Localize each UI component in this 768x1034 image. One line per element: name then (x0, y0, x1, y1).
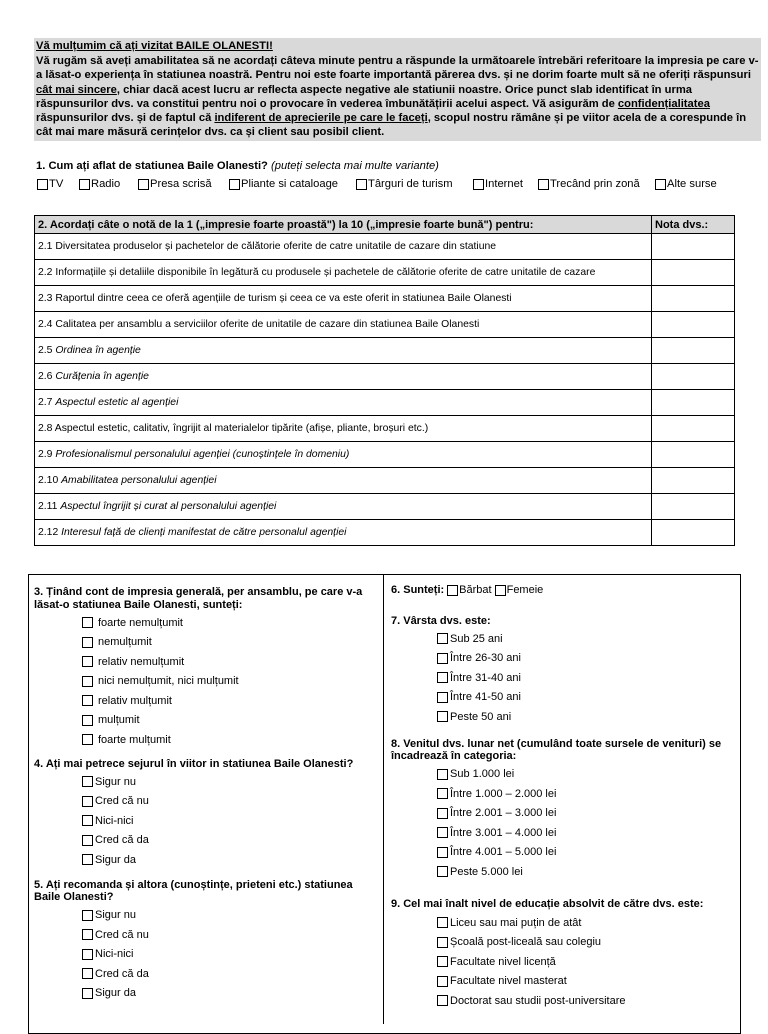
checkbox[interactable] (437, 866, 448, 877)
note-input-cell[interactable] (652, 390, 735, 416)
checkbox[interactable] (437, 769, 448, 780)
q1-option[interactable] (138, 178, 212, 190)
q2-rating-table (34, 215, 735, 546)
checkbox[interactable] (82, 968, 93, 979)
table-row (35, 468, 735, 494)
q5-option[interactable] (82, 984, 379, 1004)
criterion-label (35, 442, 652, 468)
note-input-cell[interactable] (652, 520, 735, 546)
criterion-text: Amabilitatea personalului agenției (61, 474, 217, 486)
criterion-text: Aspectul estetic al agenției (55, 396, 179, 408)
checkbox[interactable] (437, 976, 448, 987)
q7-options (437, 629, 736, 727)
checkbox[interactable] (437, 995, 448, 1006)
option-label: Facultate nivel masterat (450, 975, 567, 988)
criterion-label (35, 468, 652, 494)
q4-option[interactable] (82, 772, 379, 792)
checkbox[interactable] (138, 179, 149, 190)
option-label: nemulțumit (98, 636, 152, 649)
q9-option[interactable] (437, 952, 736, 972)
criterion-label (35, 494, 652, 520)
criterion-text: 2.1 Diversitatea produselor și pachetelor de călătorie oferite de catre unitatile de cazare din statiune (38, 240, 497, 252)
column-divider (383, 574, 384, 1024)
checkbox[interactable] (82, 854, 93, 865)
option-label: Nici-nici (95, 948, 134, 961)
criterion-text: 2.3 Raportul dintre ceea ce oferă agențiile de turism și ceea ce va este oferit in statiunea Baile Olanesti (38, 292, 512, 304)
q9-options (437, 913, 736, 1011)
criterion-number: 2.10 (38, 474, 62, 486)
note-input-cell[interactable] (652, 468, 735, 494)
note-input-cell[interactable] (652, 442, 735, 468)
q6-option[interactable] (444, 584, 491, 597)
checkbox[interactable] (437, 937, 448, 948)
q7-option[interactable] (437, 629, 736, 649)
checkbox[interactable] (82, 656, 93, 667)
checkbox[interactable] (82, 637, 93, 648)
q7-question: 7. Vârsta dvs. este: (391, 614, 491, 627)
q8-option[interactable] (437, 804, 736, 824)
q7-option[interactable] (437, 668, 736, 688)
q3-option[interactable] (82, 711, 379, 731)
checkbox[interactable] (82, 815, 93, 826)
option-label: Între 1.000 – 2.000 lei (450, 787, 557, 800)
q6-options (444, 584, 543, 597)
checkbox[interactable] (437, 692, 448, 703)
checkbox[interactable] (437, 808, 448, 819)
note-input-cell[interactable] (652, 416, 735, 442)
q6-question-text: 6. Sunteți: (391, 584, 445, 596)
q1-question (36, 160, 439, 172)
option-label: Bărbat (459, 584, 492, 596)
option-label: Între 26-30 ani (450, 652, 521, 665)
checkbox[interactable] (82, 676, 93, 687)
checkbox[interactable] (437, 917, 448, 928)
criterion-number: 2.11 (38, 500, 61, 512)
q8-option[interactable] (437, 765, 736, 785)
note-input-cell[interactable] (652, 494, 735, 520)
criterion-text: 2.2 Informațiile și detaliile disponibile în legătură cu produsele și pachetele de călătorie oferite de catre unitatile de cazare (38, 266, 596, 278)
intro-underline-confidentiality: confidențialitatea (617, 97, 710, 110)
option-label: nici nemulțumit, nici mulțumit (98, 675, 239, 688)
table-row (35, 234, 735, 260)
note-input-cell[interactable] (652, 234, 735, 260)
criterion-text: 2.8 Aspectul estetic, calitativ, îngrijit al materialelor tipărite (afișe, pliante, broșuri etc.) (38, 422, 429, 434)
option-label: Între 3.001 – 4.000 lei (450, 826, 557, 839)
table-row (35, 494, 735, 520)
q4-options (82, 772, 379, 870)
table-header-row (35, 216, 735, 234)
q4-question: 4. Ați mai petrece sejurul în viitor in statiunea Baile Olanesti? (34, 757, 354, 770)
q3-question: 3. Ținând cont de impresia generală, per ansamblu, pe care v-a lăsat-o statiunea Baile Olanesti, sunteți: (34, 586, 363, 611)
checkbox[interactable] (538, 179, 549, 190)
criterion-label (35, 260, 652, 286)
checkbox[interactable] (82, 988, 93, 999)
q7-option[interactable] (437, 707, 736, 727)
intro-text-part: , chiar dacă acest lucru ar reflecta aspecte negative ale statiunii noastre. Orice punct slab identificat în urma răspunsurilor dvs. va constitui pentru noi o provocare în vederea îmbunătățirii acelui aspect. Vă asigurăm de (36, 83, 692, 110)
intro-text-part: , scopul nostru rămâne și pe viitor acela de a corespunde în cât mai mare măsură cerințelor dvs. ca și client sau posibil client. (36, 112, 747, 139)
q5-option[interactable] (82, 945, 379, 965)
note-input-cell[interactable] (652, 260, 735, 286)
criterion-label (35, 520, 652, 546)
option-label: Trecând prin zonă (550, 178, 640, 190)
option-label: foarte mulțumit (98, 733, 171, 746)
option-label: Între 4.001 – 5.000 lei (450, 846, 557, 859)
checkbox[interactable] (437, 847, 448, 858)
checkbox[interactable] (82, 949, 93, 960)
option-label: mulțumit (98, 714, 140, 727)
q4-option[interactable] (82, 850, 379, 870)
checkbox[interactable] (437, 711, 448, 722)
q3-option[interactable] (82, 633, 379, 653)
q1-options (36, 178, 766, 194)
q7-option[interactable] (437, 649, 736, 669)
option-label: Între 41-50 ani (450, 691, 521, 704)
option-label: relativ mulțumit (98, 694, 172, 707)
table-row (35, 390, 735, 416)
table-row (35, 364, 735, 390)
left-column (34, 586, 379, 1003)
option-label: Nici-nici (95, 814, 134, 827)
checkbox[interactable] (79, 179, 90, 190)
note-input-cell[interactable] (652, 312, 735, 338)
option-label: Liceu sau mai puțin de atât (450, 916, 582, 929)
option-label: Școală post-liceală sau colegiu (450, 936, 602, 949)
q3-option[interactable] (82, 672, 379, 692)
q7-option[interactable] (437, 688, 736, 708)
option-label: Cred că da (95, 834, 149, 847)
q9-option[interactable] (437, 933, 736, 953)
option-label: Cred că nu (95, 795, 149, 808)
table-row (35, 312, 735, 338)
q1-option[interactable] (229, 178, 338, 190)
checkbox[interactable] (82, 929, 93, 940)
checkbox[interactable] (473, 179, 484, 190)
criterion-number: 2.6 (38, 370, 56, 382)
option-label: Internet (485, 178, 523, 190)
option-label: Sigur nu (95, 909, 136, 922)
option-label: Sigur da (95, 987, 136, 1000)
q1-option[interactable] (538, 178, 640, 190)
checkbox[interactable] (447, 585, 458, 596)
q2-header: 2. Acordați câte o notă de la 1 („impresie foarte proastă") la 10 („impresie foarte bună") pentru: (35, 216, 652, 234)
q5-option[interactable] (82, 964, 379, 984)
option-label: Facultate nivel licență (450, 955, 556, 968)
option-label: Peste 5.000 lei (450, 865, 523, 878)
option-label: relativ nemulțumit (98, 655, 185, 668)
q1-option[interactable] (655, 178, 717, 190)
q1-question-text: 1. Cum ați aflat de statiunea Baile Olanesti? (36, 160, 268, 172)
intro-text (36, 55, 759, 138)
criterion-text: 2.4 Calitatea per ansamblu a serviciilor oferite de unitatile de cazare din statiunea Baile Olanesti (38, 318, 480, 330)
q6-question (391, 584, 736, 597)
criterion-label (35, 286, 652, 312)
q9-question: 9. Cel mai înalt nivel de educație absolvit de către dvs. este: (391, 897, 704, 910)
checkbox[interactable] (82, 695, 93, 706)
criterion-text: Curățenia în agenție (55, 370, 149, 382)
checkbox[interactable] (437, 633, 448, 644)
q4-option[interactable] (82, 811, 379, 831)
option-label: Sigur da (95, 853, 136, 866)
intro-title: Vă mulțumim că ați vizitat BAILE OLANESTI! (36, 40, 273, 52)
q5-question: 5. Ați recomanda și altora (cunoștințe, prieteni etc.) statiunea Baile Olanesti? (34, 878, 353, 903)
q3-option[interactable] (82, 613, 379, 633)
q8-option[interactable] (437, 862, 736, 882)
q5-option[interactable] (82, 906, 379, 926)
note-input-cell[interactable] (652, 286, 735, 312)
q3-options (82, 613, 379, 750)
intro-block (34, 38, 761, 141)
checkbox[interactable] (82, 715, 93, 726)
q1-hint: (puteți selecta mai multe variante) (271, 160, 439, 172)
q8-option[interactable] (437, 823, 736, 843)
option-label: foarte nemulțumit (98, 616, 183, 629)
q8-options (437, 765, 736, 882)
option-label: Sub 25 ani (450, 632, 503, 645)
note-input-cell[interactable] (652, 338, 735, 364)
intro-underline-sincere: cât mai sincere (36, 83, 117, 96)
q4-option[interactable] (82, 831, 379, 851)
checkbox[interactable] (82, 617, 93, 628)
right-column (391, 584, 736, 1011)
checkbox[interactable] (82, 910, 93, 921)
checkbox[interactable] (229, 179, 240, 190)
option-label: Între 31-40 ani (450, 671, 521, 684)
option-label: Sub 1.000 lei (450, 768, 515, 781)
option-label: TV (49, 178, 64, 190)
note-header: Nota dvs.: (652, 216, 735, 234)
q1-option[interactable] (79, 178, 120, 190)
criterion-text: Ordinea în agenție (55, 344, 141, 356)
q1-option[interactable] (37, 178, 63, 190)
option-label: Cred că da (95, 967, 149, 980)
criterion-number: 2.9 (38, 448, 56, 460)
table-row (35, 442, 735, 468)
checkbox[interactable] (437, 827, 448, 838)
q8-option[interactable] (437, 784, 736, 804)
q3-option[interactable] (82, 730, 379, 750)
criterion-number: 2.12 (38, 526, 62, 538)
q6-option[interactable] (492, 584, 544, 597)
table-row (35, 286, 735, 312)
criterion-text: Aspectul îngrijit și curat al personalului agenției (60, 500, 277, 512)
criterion-text: Interesul față de clienți manifestat de către personalul agenției (61, 526, 347, 538)
q8-option[interactable] (437, 843, 736, 863)
q8-question: 8. Venitul dvs. lunar net (cumulând toate sursele de venituri) se încadrează în categoria: (391, 737, 722, 762)
q4-option[interactable] (82, 792, 379, 812)
checkbox[interactable] (82, 835, 93, 846)
checkbox[interactable] (655, 179, 666, 190)
checkbox[interactable] (437, 653, 448, 664)
option-label: Peste 50 ani (450, 710, 512, 723)
table-row (35, 416, 735, 442)
criterion-label (35, 416, 652, 442)
q1-option[interactable] (356, 178, 453, 190)
criterion-number: 2.7 (38, 396, 56, 408)
q5-options (82, 906, 379, 1004)
option-label: Doctorat sau studii post-universitare (450, 994, 626, 1007)
q3-option[interactable] (82, 652, 379, 672)
checkbox[interactable] (437, 672, 448, 683)
checkbox[interactable] (37, 179, 48, 190)
intro-text-part: răspunsurilor dvs. și de faptul că (36, 112, 215, 125)
option-label: Pliante si cataloage (241, 178, 339, 190)
criterion-label (35, 312, 652, 338)
q1-option[interactable] (473, 178, 523, 190)
option-label: Sigur nu (95, 775, 136, 788)
criterion-label (35, 390, 652, 416)
option-label: Târguri de turism (368, 178, 453, 190)
q3-option[interactable] (82, 691, 379, 711)
option-label: Cred că nu (95, 928, 149, 941)
checkbox[interactable] (495, 585, 506, 596)
checkbox[interactable] (82, 776, 93, 787)
table-row (35, 520, 735, 546)
intro-underline-regardless: indiferent de aprecierile pe care le faceți (214, 112, 428, 125)
table-row (35, 260, 735, 286)
checkbox[interactable] (437, 788, 448, 799)
option-label: Radio (91, 178, 121, 190)
criterion-text: Profesionalismul personalului agenției (cunoștințele în domeniu) (55, 448, 350, 460)
criterion-label (35, 234, 652, 260)
checkbox[interactable] (356, 179, 367, 190)
option-label: Alte surse (667, 178, 717, 190)
q9-option[interactable] (437, 991, 736, 1011)
checkbox[interactable] (82, 796, 93, 807)
q5-option[interactable] (82, 925, 379, 945)
note-input-cell[interactable] (652, 364, 735, 390)
option-label: Presa scrisă (150, 178, 212, 190)
option-label: Între 2.001 – 3.000 lei (450, 807, 557, 820)
checkbox[interactable] (437, 956, 448, 967)
option-label: Femeie (506, 584, 544, 596)
table-row (35, 338, 735, 364)
criterion-number: 2.5 (38, 344, 56, 356)
checkbox[interactable] (82, 734, 93, 745)
criterion-label (35, 364, 652, 390)
criterion-label (35, 338, 652, 364)
q9-option[interactable] (437, 972, 736, 992)
intro-text-part: Vă rugăm să aveți amabilitatea să ne acordați câteva minute pentru a răspunde la următoarele întrebări referitoare la impresia pe care v-a lăsat-o experiența în statiunea noastră. Pentru noi este foarte importantă părerea dvs. și ne dorim foarte mult să ne oferiți răspunsuri (36, 55, 759, 82)
q9-option[interactable] (437, 913, 736, 933)
